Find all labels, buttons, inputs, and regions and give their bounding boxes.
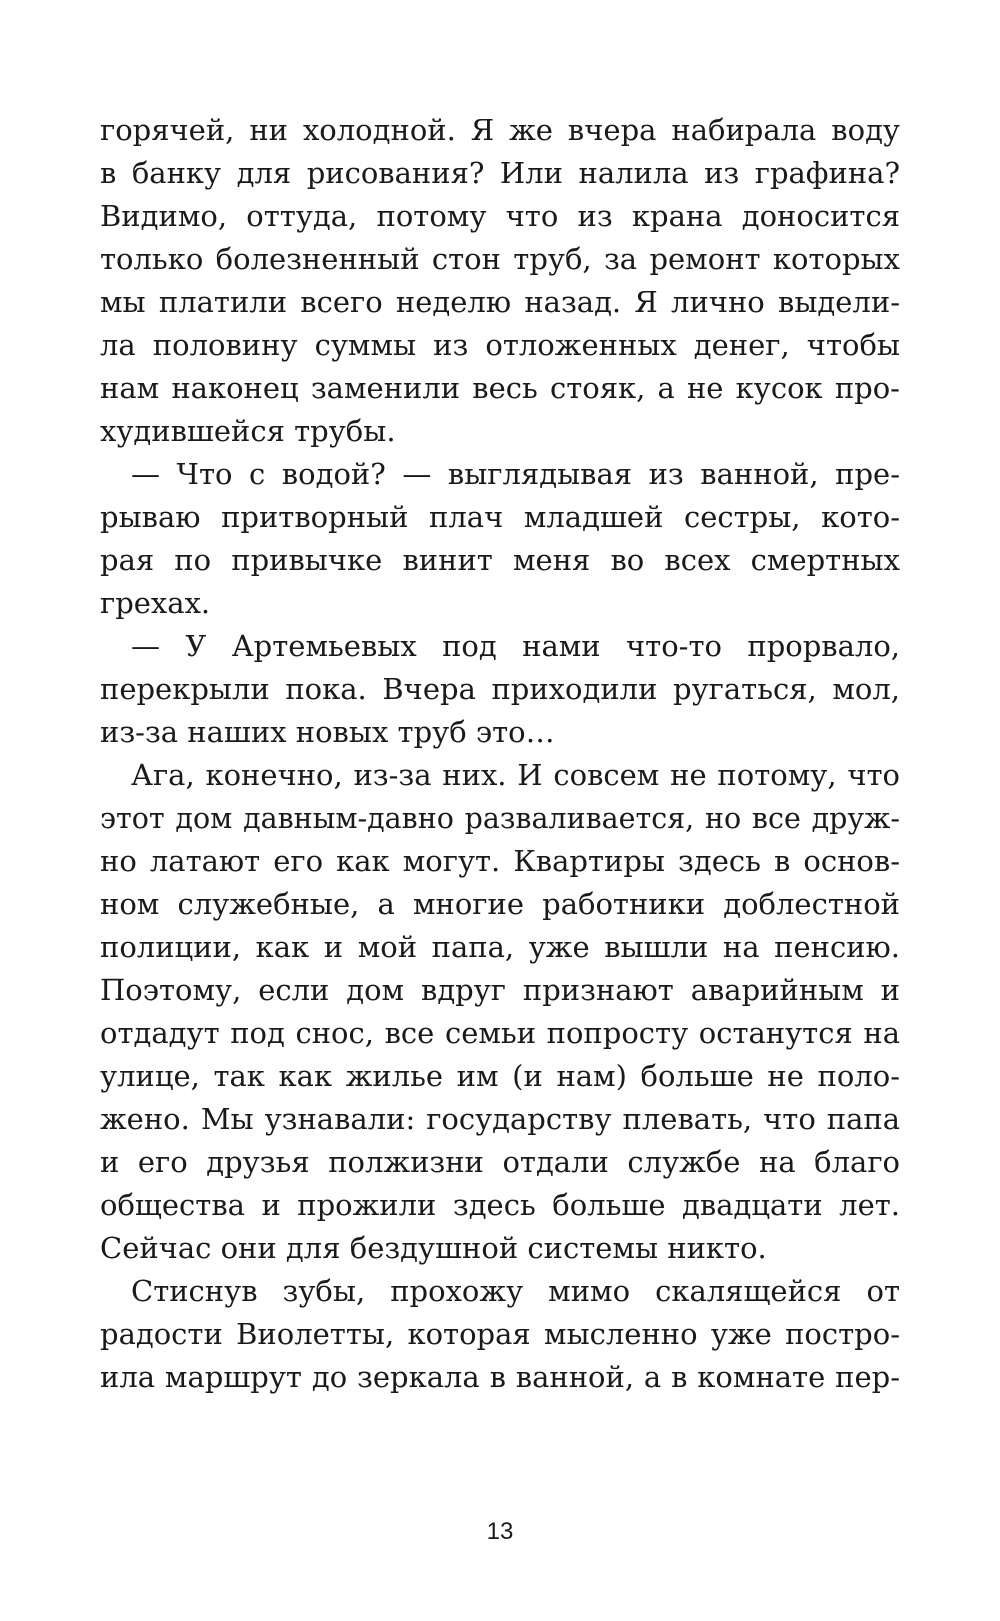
page-number: 13	[486, 1518, 514, 1545]
text-line-26: общества и прожили здесь больше двадцати лет.	[100, 1188, 900, 1222]
text-line-18: но латают его как могут. Квартиры здесь в основ-	[100, 844, 900, 878]
text-line-2: в банку для рисования? Или налила из графина?	[100, 156, 900, 190]
text-line-9: — Что с водой? — выглядывая из ванной, пре-	[131, 457, 900, 491]
text-line-12: грехах.	[100, 586, 211, 620]
text-line-15: из-за наших новых труб это…	[100, 715, 555, 749]
text-line-23: улице, так как жилье им (и нам) больше не поло-	[100, 1059, 900, 1093]
text-line-14: перекрыли пока. Вчера приходили ругаться, мол,	[100, 672, 900, 706]
text-line-11: рая по привычке винит меня во всех смертных	[100, 543, 900, 577]
text-line-29: радости Виолетты, которая мысленно уже постро-	[100, 1317, 900, 1351]
text-line-28: Стиснув зубы, прохожу мимо скалящейся от	[131, 1274, 900, 1308]
text-line-17: этот дом давным-давно разваливается, но все друж-	[100, 802, 900, 835]
page-text-block	[100, 109, 900, 1399]
text-line-13: — У Артемьевых под нами что-то прорвало,	[131, 629, 900, 663]
text-line-27: Сейчас они для бездушной системы никто.	[100, 1231, 767, 1265]
text-line-3: Видимо, оттуда, потому что из крана доносится	[100, 199, 900, 233]
text-line-7: нам наконец заменили весь стояк, а не кусок про-	[100, 371, 900, 405]
text-line-1: горячей, ни холодной. Я же вчера набирала воду	[100, 113, 900, 147]
text-line-25: и его друзья полжизни отдали службе на благо	[100, 1145, 900, 1179]
text-line-6: ла половину суммы из отложенных денег, чтобы	[100, 328, 900, 362]
text-line-16: Ага, конечно, из-за них. И совсем не потому, что	[131, 758, 900, 792]
text-line-24: жено. Мы узнавали: государству плевать, что папа	[100, 1102, 900, 1136]
text-line-22: отдадут под снос, все семьи попросту останутся на	[100, 1016, 900, 1050]
text-line-10: рываю притворный плач младшей сестры, кото-	[100, 500, 900, 534]
text-line-8: худившейся трубы.	[100, 414, 396, 448]
text-line-19: ном служебные, а многие работники доблестной	[100, 887, 900, 921]
text-line-20: полиции, как и мой папа, уже вышли на пенсию.	[100, 930, 900, 964]
text-line-5: мы платили всего неделю назад. Я лично выдели-	[100, 285, 900, 319]
text-line-4: только болезненный стон труб, за ремонт которых	[100, 242, 900, 276]
text-line-21: Поэтому, если дом вдруг признают аварийным и	[100, 973, 900, 1007]
text-line-30: ила маршрут до зеркала в ванной, а в комнате пер-	[100, 1360, 900, 1394]
